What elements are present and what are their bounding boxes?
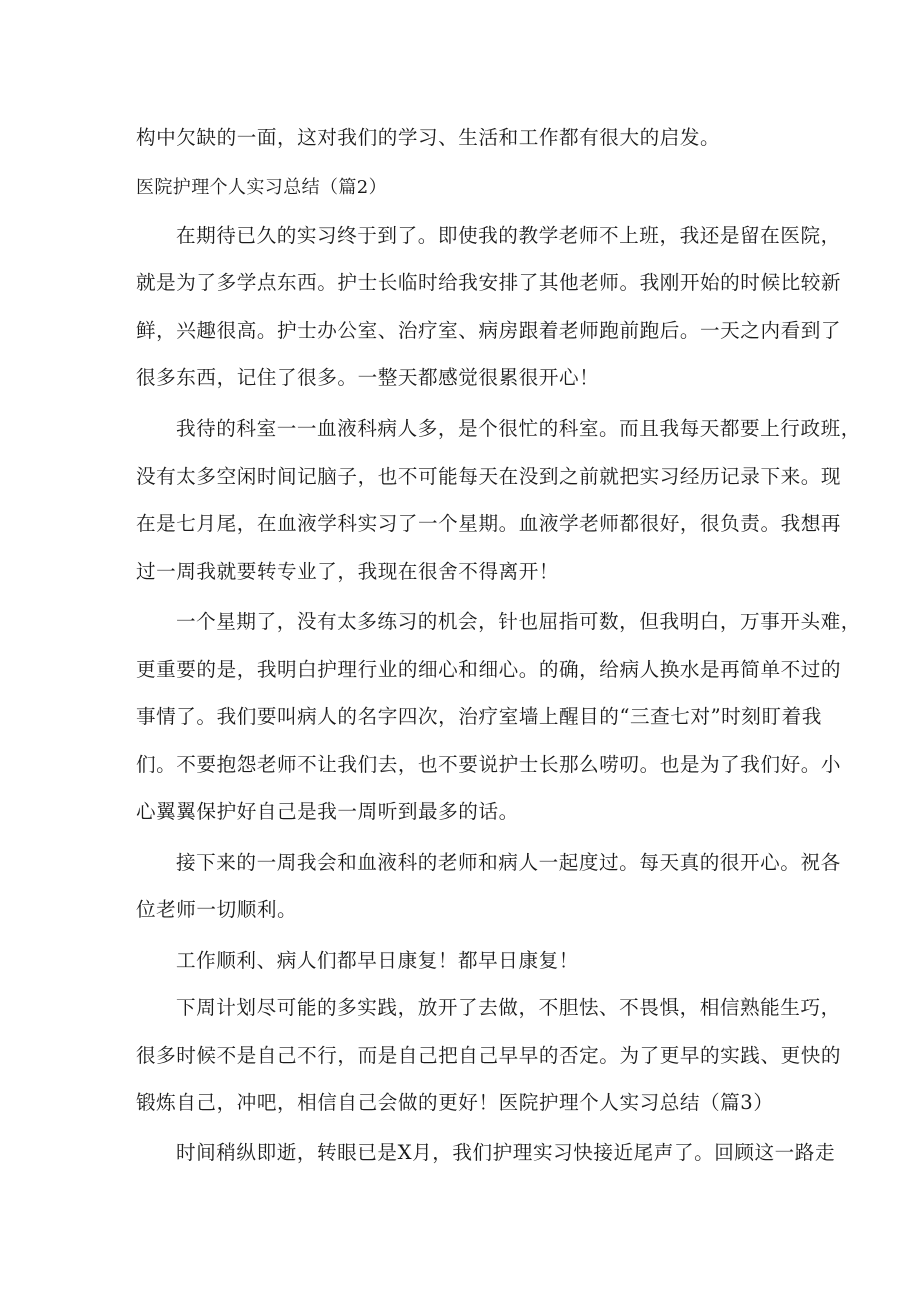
section-heading: 医院护理个人实习总结（篇2） <box>136 177 388 198</box>
paragraph-line: 工作顺利、病人们都早日康复！都早日康复！ <box>176 949 579 972</box>
paragraph-line: 在期待已久的实习终于到了。即使我的教学老师不上班，我还是留在医院， <box>176 224 841 247</box>
paragraph-line: 位老师一切顺利。 <box>136 898 298 921</box>
paragraph-line: 过一周我就要转专业了，我现在很舍不得离开！ <box>136 560 560 583</box>
paragraph-line: 鲜，兴趣很高。护士办公室、治疗室、病房跟着老师跑前跑后。一天之内看到了 <box>136 319 842 342</box>
paragraph-line: 接下来的一周我会和血液科的老师和病人一起度过。每天真的很开心。祝各 <box>176 851 841 874</box>
paragraph-line: 事情了。我们要叫病人的名字四次，治疗室墙上醒目的“三查七对”时刻盯着我 <box>136 705 822 728</box>
paragraph-line: 更重要的是，我明白护理行业的细心和细心。的确，给病人换水是再简单不过的 <box>136 658 842 681</box>
paragraph-line: 我待的科室一一血液科病人多，是个很忙的科室。而且我每天都要上行政班， <box>176 417 861 440</box>
paragraph-line: 很多时候不是自己不行，而是自己把自己早早的否定。为了更早的实践、更快的 <box>136 1044 842 1067</box>
paragraph-line: 没有太多空闲时间记脑子，也不可能每天在没到之前就把实习经历记录下来。现 <box>136 465 842 488</box>
paragraph-line: 锻炼自己，冲吧，相信自己会做的更好！医院护理个人实习总结（篇3） <box>136 1091 774 1114</box>
paragraph-line: 一个星期了，没有太多练习的机会，针也屈指可数，但我明白，万事开头难， <box>176 610 861 633</box>
paragraph-line: 心翼翼保护好自己是我一周听到最多的话。 <box>136 800 519 823</box>
paragraph-line: 就是为了多学点东西。护士长临时给我安排了其他老师。我刚开始的时候比较新 <box>136 271 842 294</box>
paragraph-line: 构中欠缺的一面，这对我们的学习、生活和工作都有很大的启发。 <box>136 126 721 149</box>
paragraph-line: 在是七月尾，在血液学科实习了一个星期。血液学老师都很好，很负责。我想再 <box>136 512 842 535</box>
paragraph-line: 很多东西，记住了很多。一整天都感觉很累很开心！ <box>136 366 600 389</box>
paragraph-line: 下周计划尽可能的多实践，放开了去做，不胆怯、不畏惧，相信熟能生巧， <box>176 996 841 1019</box>
paragraph-line: 们。不要抱怨老师不让我们去，也不要说护士长那么唠叨。也是为了我们好。小 <box>136 753 842 776</box>
paragraph-line: 时间稍纵即逝，转眼已是X月，我们护理实习快接近尾声了。回顾这一路走 <box>176 1141 836 1164</box>
